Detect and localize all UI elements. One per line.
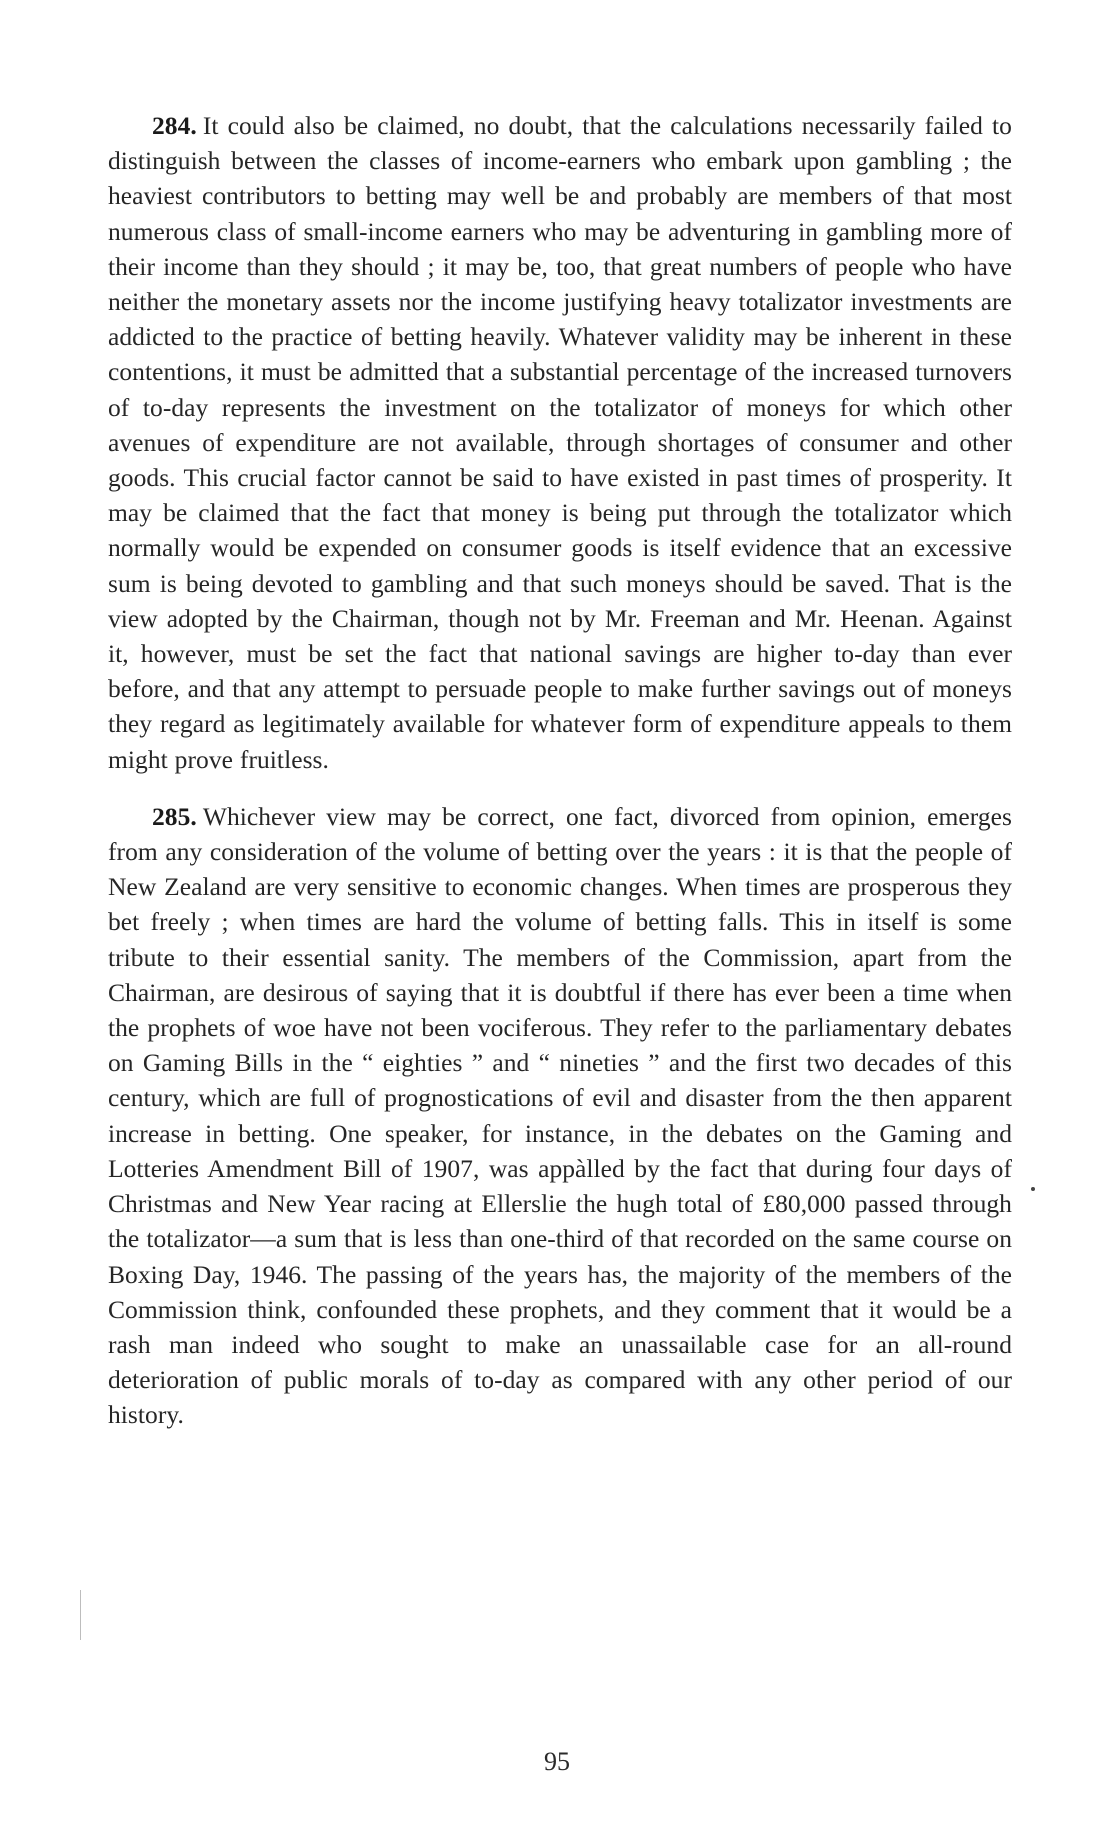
paragraph-text: It could also be claimed, no doubt, that the calculations necessarily failed to distinguish between the classes of income-earners who embark upon gambling ; the heaviest contributors to betting may well be and probably are members of that most numerous class of small-income earners who may be adventuring in gambling more of their income than they should ; it may be, too, that great numbers of people who have neither the monetary assets nor the income justifying heavy totalizator investments are addicted to the practice of betting heavily. Whatever validity may be inherent in these contentions, it must be admitted that a substantial percentage of the increased turnovers of to-day represents the investment on the totalizator of moneys for which other avenues of expenditure are not available, through shortages of consumer and other goods. This crucial factor cannot be said to have existed in past times of prosperity. It may be claimed that the fact that money is being put through the totalizator which normally would be expended on consumer goods is itself evidence that an excessive sum is being devoted to gambling and that such moneys should be saved. That is the view adopted by the Chairman, though not by Mr. Freeman and Mr. Heenan. Against it, however, must be set the fact that national savings are higher to-day than ever before, and that any attempt to persuade people to make further savings out of moneys they regard as legitimately available for whatever form of expenditure appeals to them might prove fruitless. xyxy=(108,111,1012,774)
paragraph-text: Whichever view may be correct, one fact, divorced from opinion, emerges from any consideration of the volume of betting over the years : it is that the people of New Zealand are very sensitive to economic changes. When times are prosperous they bet freely ; when times are hard the volume of betting falls. This in itself is some tribute to their essential sanity. The members of the Commission, apart from the Chairman, are desirous of saying that it is doubtful if there has ever been a time when the prophets of woe have not been vociferous. They refer to the parliamentary debates on Gaming Bills in the “ eighties ” and “ nineties ” and the first two decades of this century, which are full of prognostications of evil and disaster from the then apparent increase in betting. One speaker, for instance, in the debates on the Gaming and Lotteries Amendment Bill of 1907, was appàlled by the fact that during four days of Christmas and New Year racing at Ellerslie the hugh total of £80,000 passed through the totalizator—a sum that is less than one-third of that recorded on the same course on Boxing Day, 1946. The passing of the years has, the majority of the members of the Commission think, confounded these prophets, and they comment that it would be a rash man indeed who sought to make an unassailable case for an all-round deterioration of public morals of to-day as compared with any other period of our history. xyxy=(108,801,1012,1430)
margin-dot xyxy=(1031,1187,1035,1191)
paragraph-285 xyxy=(108,799,1012,1433)
document-page xyxy=(108,108,1012,1433)
page-number: 95 xyxy=(544,1747,570,1776)
scan-edge-mark xyxy=(80,1590,81,1640)
paragraph-284 xyxy=(108,108,1012,777)
paragraph-number: 284. xyxy=(152,111,197,140)
paragraph-number: 285. xyxy=(152,801,197,831)
